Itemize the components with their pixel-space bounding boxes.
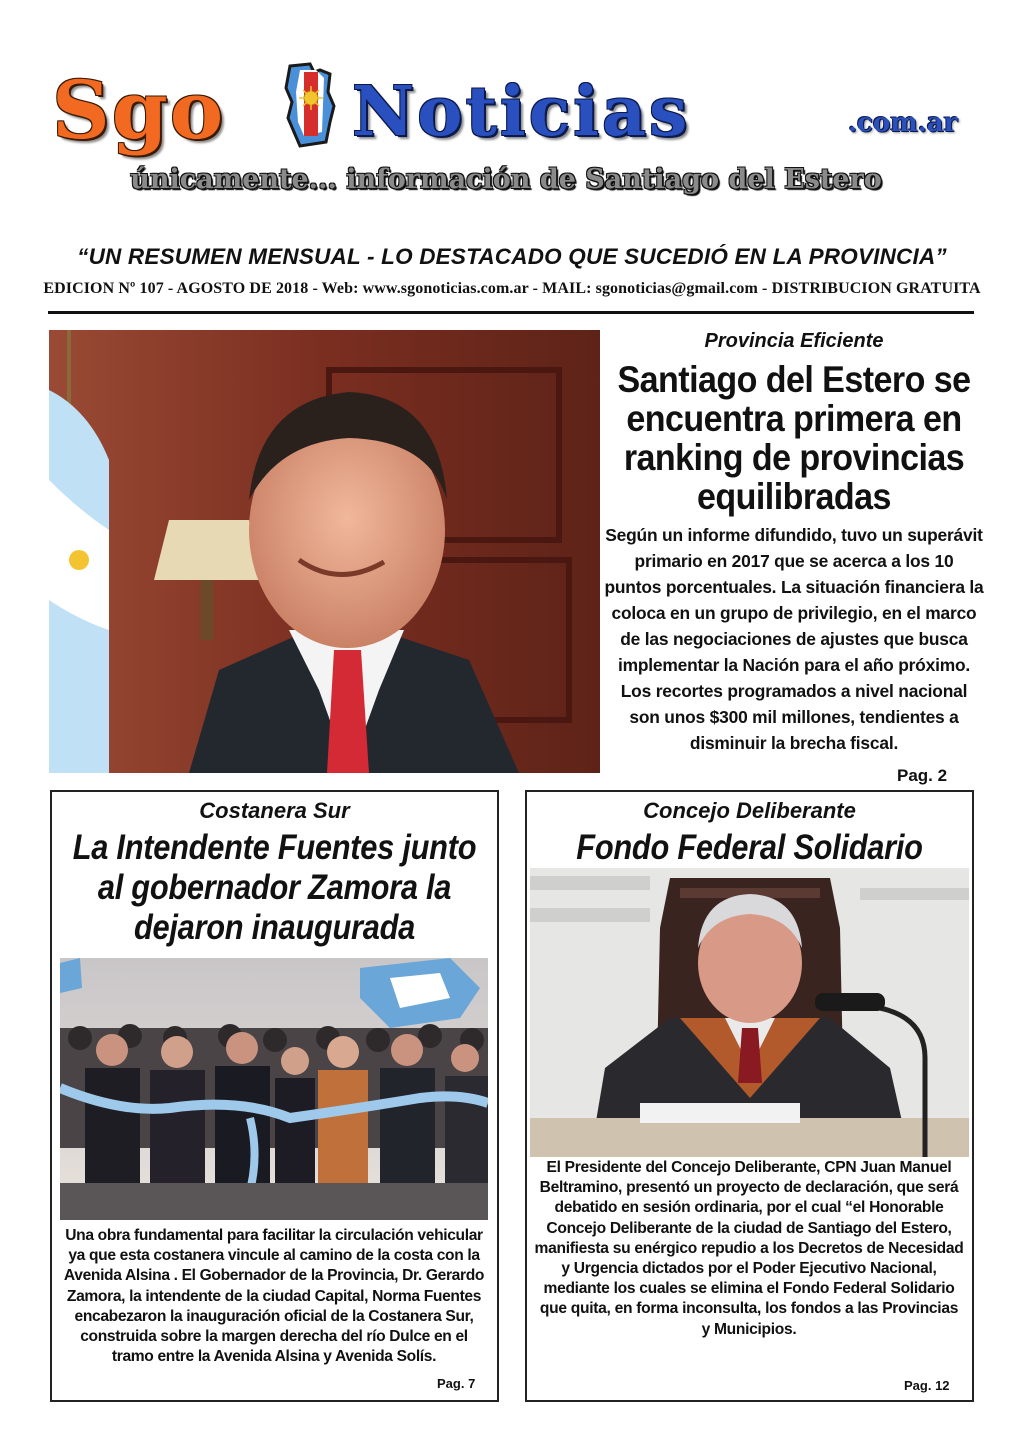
lead-story-page-ref: Pag. 2: [897, 766, 948, 785]
logo-domain-text: .com.ar: [848, 108, 958, 138]
lead-story-headline: Santiago del Estero se encuentra primera en ranking de provincias equilibradas: [617, 359, 971, 517]
logo-sgo-text: Sgo: [52, 63, 226, 157]
edition-slogan: “UN RESUMEN MENSUAL - LO DESTACADO QUE SUCEDIÓ EN LA PROVINCIA”: [77, 244, 947, 269]
right-story-photo: [530, 868, 969, 1157]
right-story-headline: Fondo Federal Solidario: [576, 828, 923, 867]
left-story-page-ref: Pag. 7: [437, 1376, 476, 1391]
edition-info-line: EDICION Nº 107 - AGOSTO DE 2018 - Web: www.sgonoticias.com.ar - MAIL: sgonoticias@gmail.com - DISTRIBUCION GRATUITA: [43, 280, 981, 297]
left-story-headline: La Intendente Fuentes junto al gobernador Zamora la dejaron inaugurada: [72, 828, 477, 947]
logo-noticias-text: Noticias: [352, 72, 691, 152]
right-story-body: El Presidente del Concejo Deliberante, CPN Juan Manuel Beltramino, presentó un proyecto de declaración, que será debatido en sesión ordinaria, por el cual “el Honorable Concejo Deliberante de la ciudad de Santiago del Estero, manifiesta su enérgico repudio a los Decretos de Necesidad y Urgencia dictados por el Poder Ejecutivo Nacional, mediante los cuales se elimina el Fondo Federal Solidario que quita, en forma inconsulta, los fondos a las Provincias y Municipios.: [534, 1159, 964, 1338]
lead-story-kicker: Provincia Eficiente: [704, 330, 884, 352]
lead-story-photo: [49, 330, 600, 773]
left-story-kicker: Costanera Sur: [199, 798, 350, 823]
masthead-tagline: únicamente... información de Santiago del Estero: [130, 164, 882, 195]
right-story-kicker: Concejo Deliberante: [643, 798, 856, 823]
province-map-emblem-icon: [280, 62, 342, 148]
right-story-page-ref: Pag. 12: [904, 1378, 950, 1393]
left-story-body: Una obra fundamental para facilitar la circulación vehicular ya que esta costanera vincule al camino de la costa con la Avenida Alsina . El Gobernador de la Provincia, Dr. Gerardo Zamora, la intendente de la ciudad Capital, Norma Fuentes encabezaron la inauguración oficial de la Costanera Sur, construida sobre la margen derecha del río Dulce en el tramo entre la Avenida Alsina y Avenida Solís.: [63, 1227, 485, 1366]
left-story-photo: [60, 958, 488, 1220]
header-divider: [48, 311, 974, 314]
lead-story-body: Según un informe difundido, tuvo un superávit primario en 2017 que se acerca a los 10 puntos porcentuales. La situación financiera la coloca en un grupo de privilegio, en el marco de las negociaciones de ajustes que busca implementar la Nación para el año próximo. Los recortes programados a nivel nacional son unos $300 mil millones, tendientes a disminuir la brecha fiscal.: [604, 525, 984, 753]
